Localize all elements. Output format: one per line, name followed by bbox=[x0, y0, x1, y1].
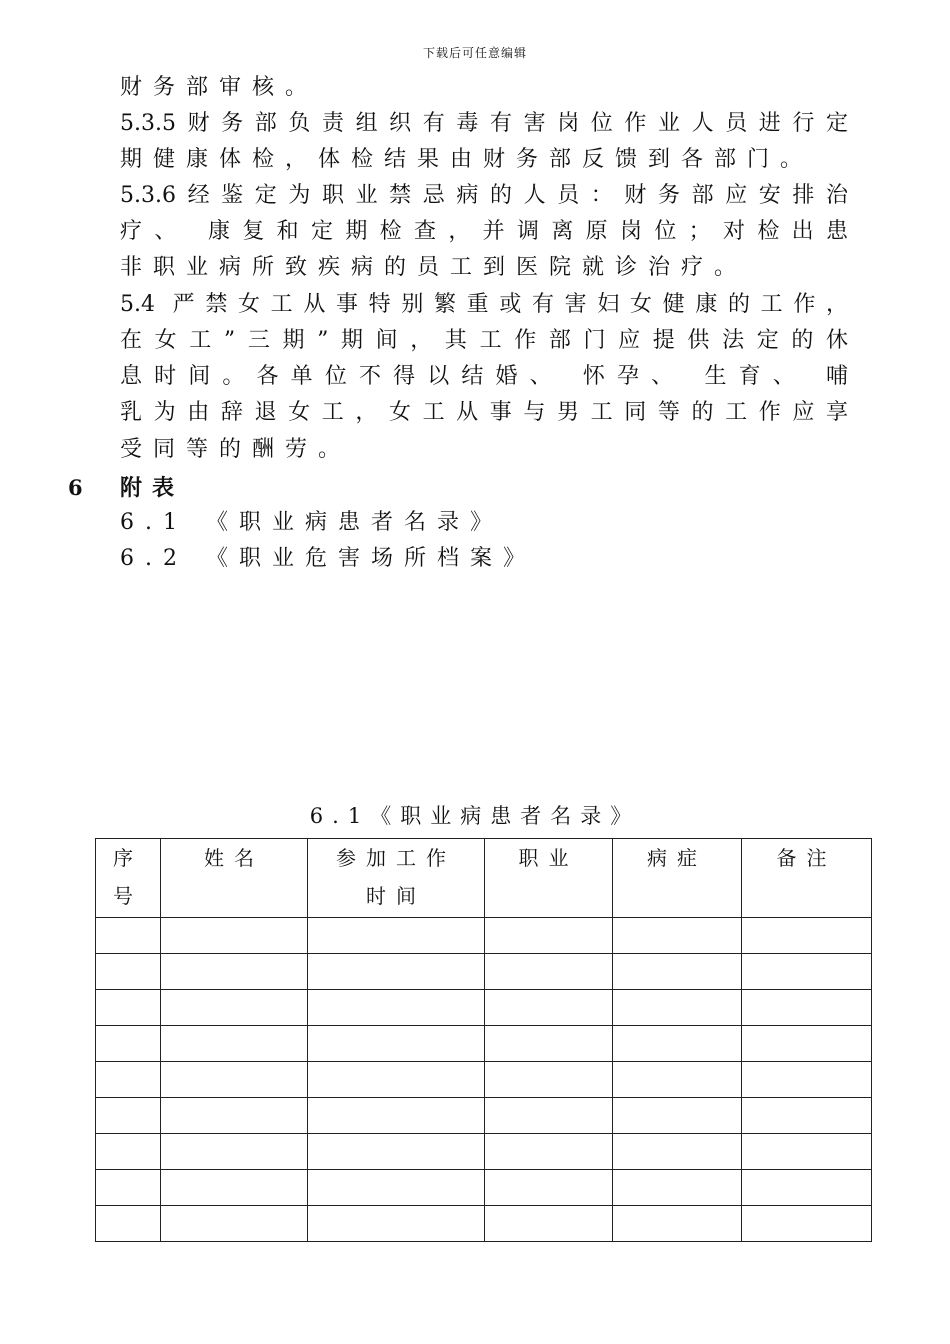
table-cell bbox=[96, 918, 161, 954]
table-row bbox=[96, 1062, 872, 1098]
table-cell bbox=[485, 954, 613, 990]
table-cell bbox=[742, 1098, 872, 1134]
table-row bbox=[96, 1170, 872, 1206]
table-cell bbox=[96, 1134, 161, 1170]
body-line: 疗、 康复和定期检查，并调离原岗位；对检出患 bbox=[120, 219, 848, 244]
table-body bbox=[96, 918, 872, 1242]
table-cell bbox=[485, 1170, 613, 1206]
table-cell bbox=[96, 954, 161, 990]
header-cell-serial: 序号 bbox=[96, 839, 161, 918]
table-row bbox=[96, 918, 872, 954]
table-title: 6.1《职业病患者名录》 bbox=[309, 804, 641, 828]
table-cell bbox=[161, 1170, 308, 1206]
table-cell bbox=[308, 1062, 485, 1098]
table-cell bbox=[308, 1170, 485, 1206]
table-cell bbox=[613, 1170, 742, 1206]
table-cell bbox=[613, 1026, 742, 1062]
table-cell bbox=[161, 990, 308, 1026]
body-line: 息时间。各单位不得以结婚、 怀孕、 生育、 哺 bbox=[120, 364, 848, 389]
table-cell bbox=[96, 1206, 161, 1242]
section-number: 6 bbox=[68, 475, 83, 500]
table-header-row bbox=[96, 839, 872, 918]
table-row bbox=[96, 1206, 872, 1242]
table-cell bbox=[613, 1098, 742, 1134]
header-cell-occupation: 职业 bbox=[485, 839, 613, 918]
table-cell bbox=[613, 918, 742, 954]
table-cell bbox=[308, 1098, 485, 1134]
body-line: 受同等的酬劳。 bbox=[120, 437, 352, 462]
table-cell bbox=[96, 1026, 161, 1062]
table-cell bbox=[308, 954, 485, 990]
table-cell bbox=[613, 1206, 742, 1242]
table-cell bbox=[308, 1134, 485, 1170]
table-cell bbox=[161, 954, 308, 990]
table-cell bbox=[742, 1206, 872, 1242]
table-cell bbox=[161, 1134, 308, 1170]
table-cell bbox=[161, 1098, 308, 1134]
table-cell bbox=[742, 1062, 872, 1098]
body-line: 乳为由辞退女工，女工从事与男工同等的工作应享 bbox=[120, 400, 848, 425]
table-cell bbox=[161, 1062, 308, 1098]
table-cell bbox=[613, 1062, 742, 1098]
table-cell bbox=[613, 1134, 742, 1170]
body-line: 在女工”三期”期间，其工作部门应提供法定的休 bbox=[120, 328, 848, 353]
table-cell bbox=[613, 990, 742, 1026]
table-cell bbox=[485, 1098, 613, 1134]
appendix-item: 6.1 《职业病患者名录》 bbox=[120, 510, 503, 535]
table-cell bbox=[161, 1026, 308, 1062]
table-cell bbox=[742, 990, 872, 1026]
header-cell-name: 姓名 bbox=[161, 839, 308, 918]
table-cell bbox=[742, 1026, 872, 1062]
body-line: 财务部审核。 bbox=[120, 75, 319, 100]
table-cell bbox=[742, 918, 872, 954]
table-cell bbox=[742, 954, 872, 990]
table-cell bbox=[308, 918, 485, 954]
patient-register-table bbox=[95, 838, 872, 1242]
table-cell bbox=[485, 1206, 613, 1242]
table-row bbox=[96, 990, 872, 1026]
table-cell bbox=[485, 1134, 613, 1170]
page-header-note: 下载后可任意编辑 bbox=[422, 46, 527, 60]
body-line: 5.3.6经鉴定为职业禁忌病的人员：财务部应安排治 bbox=[120, 183, 848, 208]
table-row bbox=[96, 1134, 872, 1170]
appendix-item: 6.2 《职业危害场所档案》 bbox=[120, 546, 536, 571]
table-cell bbox=[742, 1134, 872, 1170]
table-cell bbox=[96, 1170, 161, 1206]
table-cell bbox=[96, 990, 161, 1026]
table-cell bbox=[613, 954, 742, 990]
body-line: 5.3.5财务部负责组织有毒有害岗位作业人员进行定 bbox=[120, 111, 848, 136]
header-cell-disease: 病症 bbox=[613, 839, 742, 918]
table-cell bbox=[485, 990, 613, 1026]
body-line: 期健康体检，体检结果由财务部反馈到各部门。 bbox=[120, 147, 814, 172]
table-cell bbox=[308, 1206, 485, 1242]
table-cell bbox=[161, 918, 308, 954]
table-row bbox=[96, 954, 872, 990]
table-row bbox=[96, 1026, 872, 1062]
table-cell bbox=[742, 1170, 872, 1206]
header-cell-remarks: 备注 bbox=[742, 839, 872, 918]
header-cell-start-date: 参加工作时间 bbox=[308, 839, 485, 918]
section-title: 附表 bbox=[120, 475, 185, 501]
table-cell bbox=[96, 1062, 161, 1098]
table-cell bbox=[96, 1098, 161, 1134]
table-cell bbox=[485, 1062, 613, 1098]
table-cell bbox=[485, 1026, 613, 1062]
table-cell bbox=[308, 990, 485, 1026]
body-line: 5.4 严禁女工从事特别繁重或有害妇女健康的工作， bbox=[120, 292, 848, 317]
body-line: 非职业病所致疾病的员工到医院就诊治疗。 bbox=[120, 255, 748, 280]
table-row bbox=[96, 1098, 872, 1134]
table-cell bbox=[485, 918, 613, 954]
table-cell bbox=[308, 1026, 485, 1062]
table-cell bbox=[161, 1206, 308, 1242]
